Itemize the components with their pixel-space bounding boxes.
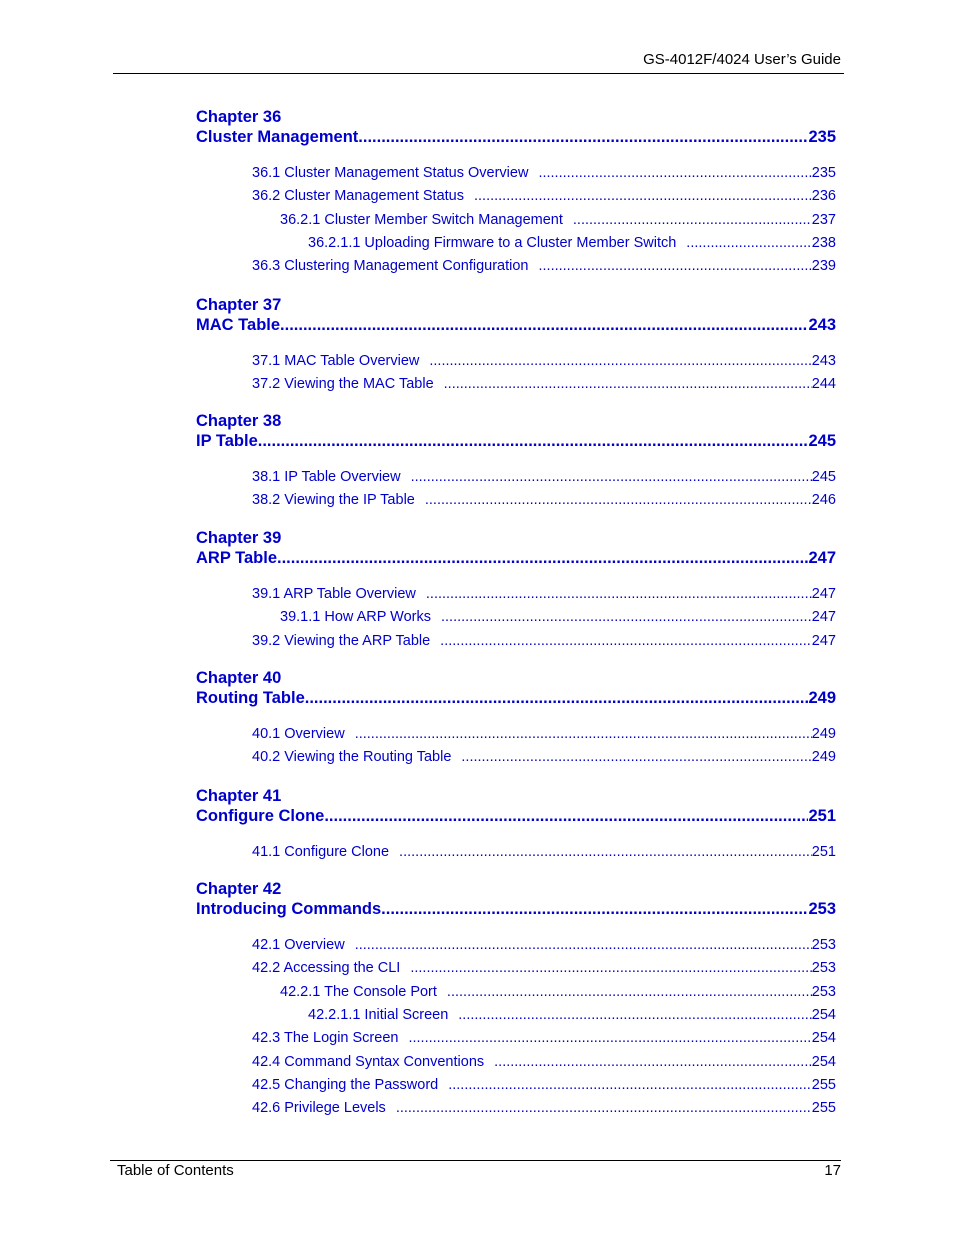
- toc-entry-title: 42.3 The Login Screen: [252, 1030, 399, 1047]
- toc-entry-link[interactable]: [280, 608, 836, 626]
- toc-entry-title: 39.2 Viewing the ARP Table: [252, 632, 431, 649]
- toc-entry-page: 243: [811, 353, 836, 369]
- toc-entry-page: 235: [811, 165, 836, 181]
- dot-leader: [686, 234, 812, 252]
- dot-leader: [305, 688, 809, 709]
- toc-entry-title: 37.2 Viewing the MAC Table: [252, 376, 434, 393]
- chapter-title-link[interactable]: [196, 899, 836, 920]
- dot-leader: [324, 806, 808, 827]
- toc-entry-link[interactable]: [280, 983, 836, 1001]
- chapter-page-number: 243: [808, 316, 836, 334]
- chapter-title-link[interactable]: [196, 315, 836, 336]
- dot-leader: [410, 959, 811, 977]
- toc-entry-link[interactable]: [252, 164, 836, 182]
- toc-entry-link[interactable]: [308, 1006, 836, 1024]
- toc-entry-link[interactable]: [252, 375, 836, 393]
- toc-entry-link[interactable]: [252, 843, 836, 861]
- chapter-title-link[interactable]: [196, 548, 836, 569]
- toc-entry-title: 37.1 MAC Table Overview: [252, 353, 420, 369]
- toc-entry-title: 42.1 Overview: [252, 937, 345, 953]
- toc-entry-title: 42.2.1 The Console Port: [280, 983, 437, 1000]
- toc-entry-link[interactable]: [252, 725, 836, 743]
- chapter-title: Routing Table: [196, 689, 305, 707]
- toc-entry-title: 42.5 Changing the Password: [252, 1076, 439, 1093]
- dot-leader: [411, 468, 812, 486]
- chapter-title: ARP Table: [196, 549, 277, 567]
- toc-entry-title: 36.1 Cluster Management Status Overview: [252, 165, 529, 181]
- toc-entry-link[interactable]: [252, 585, 836, 603]
- toc-entry-page: 249: [811, 726, 836, 742]
- toc-entry-link[interactable]: [252, 257, 836, 275]
- dot-leader: [444, 375, 812, 393]
- dot-leader: [425, 491, 812, 509]
- toc-entry-page: 247: [811, 586, 836, 602]
- chapter-page-number: 247: [808, 549, 836, 567]
- dot-leader: [355, 936, 812, 954]
- toc-entry-page: 254: [811, 1030, 836, 1047]
- toc-entry-page: 239: [811, 258, 836, 275]
- toc-entry-link[interactable]: [252, 1053, 836, 1071]
- toc-entry-link[interactable]: [252, 1099, 836, 1117]
- dot-leader: [441, 608, 812, 626]
- toc-entry-page: 251: [811, 844, 836, 860]
- toc-entry-link[interactable]: [252, 468, 836, 486]
- toc-entry-title: 40.1 Overview: [252, 726, 345, 742]
- page-header-title: GS-4012F/4024 User’s Guide: [643, 51, 841, 68]
- toc-entry-title: 36.2.1 Cluster Member Switch Management: [280, 211, 563, 228]
- dot-leader: [408, 1029, 811, 1047]
- dot-leader: [538, 257, 811, 275]
- toc-entry-link[interactable]: [252, 187, 836, 205]
- dot-leader: [258, 431, 809, 452]
- footer-page-number: 17: [824, 1162, 841, 1179]
- dot-leader: [399, 843, 812, 861]
- toc-entry-page: 255: [811, 1076, 836, 1093]
- chapter-label: Chapter 39: [196, 529, 282, 547]
- chapter-page-number: 249: [808, 689, 836, 707]
- toc-entry-page: 238: [811, 234, 836, 251]
- toc-entry-title: 38.1 IP Table Overview: [252, 469, 401, 485]
- chapter-label: Chapter 42: [196, 880, 282, 898]
- toc-entry-link[interactable]: [252, 936, 836, 954]
- chapter-title: MAC Table: [196, 316, 281, 334]
- dot-leader: [538, 164, 811, 182]
- footer-section-label: Table of Contents: [117, 1162, 234, 1179]
- toc-entry-link[interactable]: [252, 632, 836, 650]
- dot-leader: [448, 1076, 812, 1094]
- toc-entry-page: 249: [811, 749, 836, 766]
- toc-entry-title: 38.2 Viewing the IP Table: [252, 492, 415, 509]
- footer-rule: [110, 1160, 841, 1161]
- dot-leader: [355, 725, 812, 743]
- chapter-page-number: 253: [808, 900, 836, 918]
- chapter-title: IP Table: [196, 432, 258, 450]
- dot-leader: [440, 632, 812, 650]
- toc-entry-title: 42.2 Accessing the CLI: [252, 960, 401, 977]
- chapter-title: Cluster Management: [196, 128, 359, 146]
- toc-entry-page: 237: [811, 211, 836, 228]
- toc-entry-page: 254: [811, 1006, 836, 1023]
- toc-entry-page: 236: [811, 188, 836, 205]
- toc-entry-page: 246: [811, 492, 836, 509]
- chapter-title-link[interactable]: [196, 806, 836, 827]
- chapter-title-link[interactable]: [196, 431, 836, 452]
- toc-entry-link[interactable]: [252, 352, 836, 370]
- toc-entry-title: 36.3 Clustering Management Configuration: [252, 258, 529, 275]
- toc-entry-link[interactable]: [280, 211, 836, 229]
- toc-entry-title: 39.1.1 How ARP Works: [280, 609, 431, 626]
- toc-entry-link[interactable]: [308, 234, 836, 252]
- toc-entry-page: 255: [811, 1100, 836, 1117]
- toc-entry-title: 36.2.1.1 Uploading Firmware to a Cluster Member Switch: [308, 234, 677, 251]
- chapter-page-number: 245: [808, 432, 836, 450]
- toc-entry-link[interactable]: [252, 491, 836, 509]
- chapter-page-number: 235: [808, 128, 836, 146]
- chapter-title-link[interactable]: [196, 688, 836, 709]
- toc-entry-title: 39.1 ARP Table Overview: [252, 586, 416, 602]
- toc-entry-page: 254: [811, 1053, 836, 1070]
- chapter-label: Chapter 38: [196, 412, 282, 430]
- chapter-title: Introducing Commands: [196, 900, 382, 918]
- dot-leader: [396, 1099, 812, 1117]
- toc-entry-page: 244: [811, 376, 836, 393]
- toc-entry-title: 42.4 Command Syntax Conventions: [252, 1053, 485, 1070]
- toc-entry-title: 42.6 Privilege Levels: [252, 1100, 386, 1117]
- toc-entry-link[interactable]: [252, 1029, 836, 1047]
- chapter-page-number: 251: [808, 807, 836, 825]
- dot-leader: [447, 983, 812, 1001]
- dot-leader: [458, 1006, 812, 1024]
- toc-entry-page: 245: [811, 469, 836, 485]
- chapter-title-link[interactable]: [196, 127, 836, 148]
- toc-entry-title: 40.2 Viewing the Routing Table: [252, 749, 452, 766]
- dot-leader: [280, 315, 808, 336]
- dot-leader: [474, 187, 812, 205]
- toc-entry-title: 42.2.1.1 Initial Screen: [308, 1006, 449, 1023]
- dot-leader: [573, 211, 812, 229]
- toc-entry-link[interactable]: [252, 1076, 836, 1094]
- dot-leader: [426, 585, 812, 603]
- toc-entry-title: 41.1 Configure Clone: [252, 844, 390, 860]
- dot-leader: [358, 127, 808, 148]
- chapter-title: Configure Clone: [196, 807, 325, 825]
- chapter-label: Chapter 41: [196, 787, 282, 805]
- toc-entry-page: 247: [811, 632, 836, 649]
- toc-entry-link[interactable]: [252, 959, 836, 977]
- dot-leader: [461, 748, 811, 766]
- toc-entry-page: 253: [811, 983, 836, 1000]
- toc-entry-page: 253: [811, 960, 836, 977]
- toc-entry-page: 253: [811, 937, 836, 953]
- chapter-label: Chapter 36: [196, 108, 282, 126]
- chapter-label: Chapter 40: [196, 669, 282, 687]
- dot-leader: [381, 899, 808, 920]
- toc-entry-link[interactable]: [252, 748, 836, 766]
- dot-leader: [494, 1053, 812, 1071]
- dot-leader: [277, 548, 808, 569]
- dot-leader: [429, 352, 811, 370]
- toc-entry-title: 36.2 Cluster Management Status: [252, 188, 464, 205]
- chapter-label: Chapter 37: [196, 296, 282, 314]
- toc-entry-page: 247: [811, 609, 836, 626]
